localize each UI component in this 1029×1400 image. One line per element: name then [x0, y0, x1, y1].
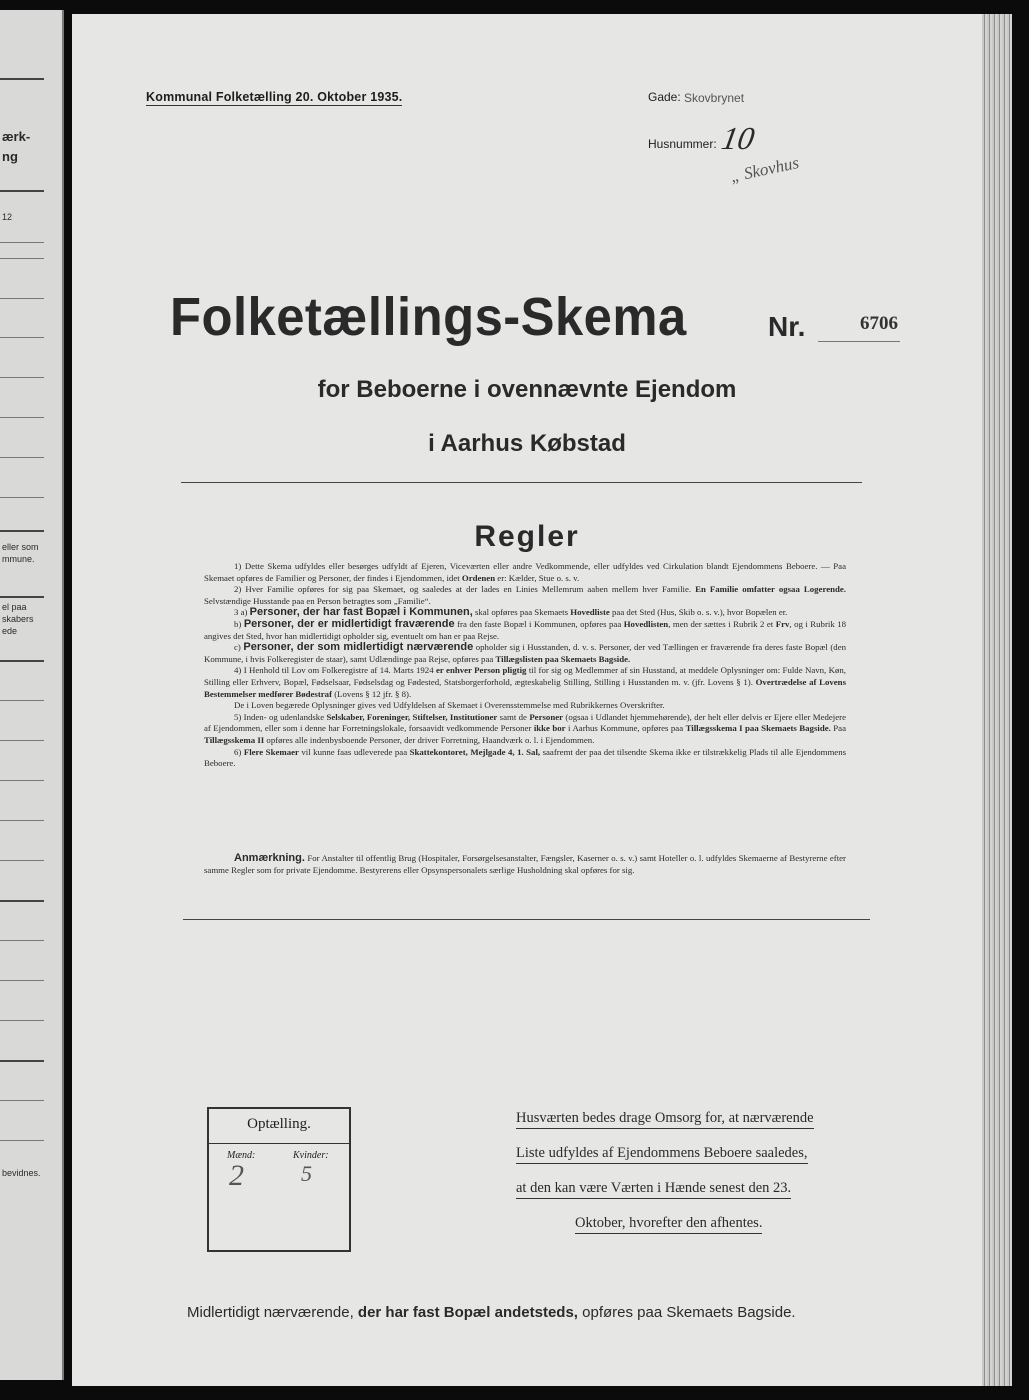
rule-2: 2) Hver Familie opføres for sig paa Skemaet, og saaledes at der lades en Linies Mellemrum aaben mellem hver Familie. En Familie omfatter ogsaa Logerende. Selvstændige Husstande paa en Person betragtes som „Familie“.: [204, 584, 846, 606]
left-rule: [0, 377, 44, 378]
left-rule: [0, 980, 44, 981]
left-rule: [0, 258, 44, 259]
rule-3a: 3 a) Personer, der har fast Bopæl i Kommunen, skal opføres paa Skemaets Hovedliste paa det Sted (Hus, Skib o. s. v.), hvor Bopælen er.: [234, 606, 788, 619]
left-fragment: mmune.: [2, 554, 35, 564]
men-count-value: 2: [229, 1159, 244, 1192]
left-fragment: ærk-: [2, 129, 31, 144]
rule-6: 6) Flere Skemaer vil kunne faas udleverede paa Skattekontoret, Mejlgade 4, 1. Sal, saafremt der paa det tilsendte Skema ikke er tilstrækkelig Plads til alle Ejendommens Beboere.: [204, 746, 847, 769]
remark-paragraph: [204, 852, 846, 876]
left-rule: [0, 660, 44, 662]
form-subtitle-city: i Aarhus Købstad: [428, 430, 626, 457]
women-count-value: 5: [301, 1161, 312, 1186]
left-rule: [0, 740, 44, 741]
handwritten-note: „ Skovhus: [728, 153, 801, 187]
rules-body: [204, 561, 846, 770]
left-rule: [0, 337, 44, 338]
rule-4: 4) I Henhold til Lov om Folkeregistre af 14. Marts 1924 er enhver Person pligtig til for sig og Medlemmer af sin Husstand, at meddele Oplysninger om: Fulde Navn, Køn, Stilling eller Erhverv, Bopæl, Fødselsaar, Fødselsdag og Fødested, Statsborgerforhold, ægteskabelig Stilling, Stilling i Husstanden m. v. (jfr. Lovens § 1). Overtrædelse af Lovens Bestemmelser medfører Bødestraf (Lovens § 12 jfr. § 8).: [204, 665, 846, 699]
left-rule: [0, 1020, 44, 1021]
count-box-divider: [209, 1143, 349, 1144]
rule-3b: b) Personer, der er midlertidigt fraværende fra den faste Bopæl i Kommunen, opføres paa Hovedlisten, men der sættes i Rubrik 2 et Frv, og i Rubrik 18 angives det Sted, hvor han midlertidigt opholder sig, eventuelt om han er paa Rejse.: [204, 617, 847, 641]
left-rule: [0, 457, 44, 458]
left-rule: [0, 860, 44, 861]
census-form-page: [72, 14, 982, 1386]
form-number-value: 6706: [860, 313, 898, 334]
count-box-title: Optælling.: [247, 1116, 311, 1132]
form-subtitle: for Beboerne i ovennævnte Ejendom: [317, 376, 737, 403]
divider: [183, 919, 870, 920]
census-date-heading: Kommunal Folketælling 20. Oktober 1935.: [146, 90, 403, 104]
rule-5: 5) Inden- og udenlandske Selskaber, Foreninger, Stiftelser, Institutioner samt de Personer (ogsaa i Udlandet hjemmehørende), der helt eller delvis er Ejere eller Medejere af Ejendommen, eller som i denne har Forretningslokale, forsaavidt vedkommende Personer ikke bor i Aarhus Kommune, opføres paa Tillægsskema I paa Skemaets Bagside. Paa Tillægsskema II opføres alle indenbysboende Personer, der driver Forretning, Haandværk o. l. i Ejendommen.: [204, 711, 846, 745]
left-rule: [0, 1140, 44, 1141]
left-rule: [0, 1060, 44, 1062]
street-label: Gade:: [648, 90, 681, 104]
left-rule: [0, 700, 44, 701]
women-label: Kvinder:: [293, 1150, 329, 1161]
rules-heading: Regler: [474, 520, 580, 553]
left-rule: [0, 298, 44, 299]
divider: [181, 482, 862, 483]
left-fragment: el paa: [2, 602, 27, 612]
left-rule: [0, 1100, 44, 1101]
form-number-label: Nr.: [768, 311, 806, 342]
rule-1: 1) Dette Skema udfyldes eller besørges udfyldt af Ejeren, Viceværten eller andre Vedkommende, eller udfyldes ved Cirkulation blandt Ejendommens Beboere. — Paa Skemaet opføres de Familier og Personer, der findes i Ejendommen, idet Ordenen er: Kælder, Stue o. s. v.: [204, 561, 846, 583]
left-rule: [0, 900, 44, 902]
left-rule: [0, 596, 44, 598]
form-number-line: [818, 341, 900, 342]
left-fragment: skabers: [2, 614, 34, 624]
left-rule: [0, 190, 44, 192]
landlord-notice-line: Oktober, hvorefter den afhentes.: [575, 1215, 762, 1234]
remark-text: For Anstalter til offentlig Brug (Hospitaler, Forsørgelsesanstalter, Fængsler, Kaserner o. s. v.) samt Hoteller o. l. udfyldes Skemaerne af Bestyrerne efter samme Regler som for private Ejendomme. Bestyrerens eller Opsynspersonalets særlige Husholdning skal opføres for sig.: [204, 853, 846, 875]
left-rule: [0, 780, 44, 781]
left-fragment: ng: [2, 149, 18, 164]
remark-label: Anmærkning.: [234, 852, 305, 864]
left-fragment: 12: [2, 212, 13, 222]
left-fragment: ede: [2, 626, 18, 636]
rule-4-note: De i Loven begærede Oplysninger gives ved Udfyldelsen af Skemaet i Overensstemmelse med Rubrikkernes Overskrifter.: [234, 700, 665, 711]
house-number-value: 10: [718, 120, 758, 156]
landlord-notice-line: at den kan være Værten i Hænde senest den 23.: [516, 1180, 791, 1199]
men-label: Mænd:: [227, 1150, 256, 1161]
left-rule: [0, 242, 44, 243]
landlord-notice-line: Liste udfyldes af Ejendommens Beboere saaledes,: [516, 1145, 808, 1164]
footer-note: Midlertidigt nærværende, der har fast Bopæl andetsteds, opføres paa Skemaets Bagside.: [187, 1304, 796, 1321]
left-fragment: bevidnes.: [2, 1168, 41, 1178]
count-box: [207, 1107, 351, 1252]
left-rule: [0, 78, 44, 80]
landlord-notice-line: Husværten bedes drage Omsorg for, at nærværende: [516, 1110, 814, 1129]
left-fragment: eller som: [2, 542, 39, 552]
left-page-fragment: [0, 10, 64, 1380]
street-value: Skovbrynet: [684, 91, 745, 105]
left-rule: [0, 530, 44, 532]
house-number-label: Husnummer:: [648, 137, 717, 151]
left-rule: [0, 497, 44, 498]
left-rule: [0, 417, 44, 418]
page-edge-stack: [982, 14, 1012, 1386]
left-rule: [0, 940, 44, 941]
rule-3c: c) Personer, der som midlertidigt nærværende opholder sig i Husstanden, d. v. s. Personer, der ved Tællingen er fraværende fra deres faste Bopæl (den Kommune, i hvis Folkeregister de staar), samt Udlændinge paa Rejse, opføres paa Tillægslisten paa Skemaets Bagside.: [204, 641, 846, 664]
form-title: Folketællings-Skema: [170, 287, 687, 347]
left-rule: [0, 820, 44, 821]
